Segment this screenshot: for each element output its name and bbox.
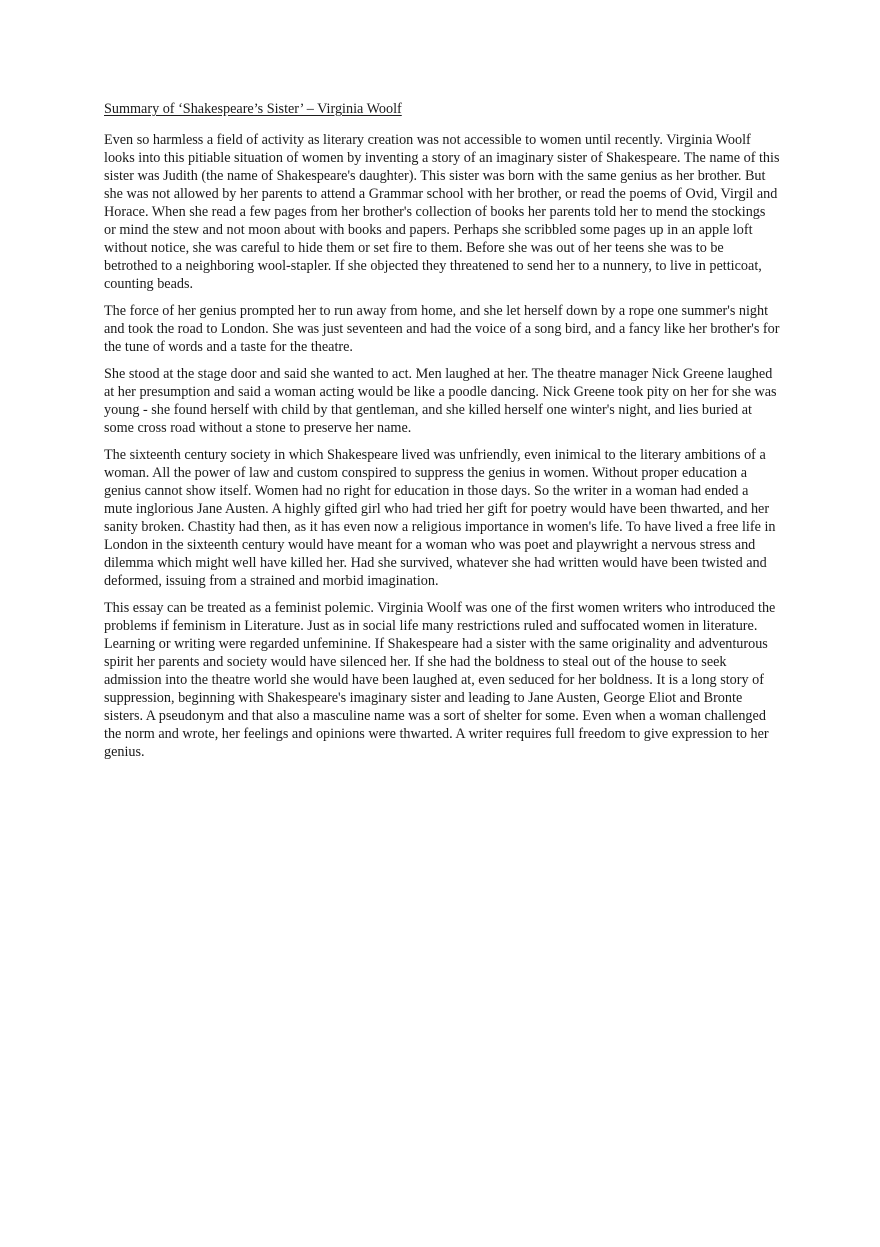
paragraph-1: Even so harmless a field of activity as literary creation was not accessible to women until recently. Virginia Woolf looks into this pitiable situation of women by inventing a story of an imaginary sister of Shakespeare. The name of this sister was Judith (the name of Shakespeare's daughter). This sister was born with the same genius as her brother. But she was not allowed by her parents to attend a Grammar school with her brother, or read the poems of Ovid, Virgil and Horace. When she read a few pages from her brother's collection of books her parents told her to mend the stockings or mind the stew and not moon about with books and papers. Perhaps she scribbled some pages up in an apple loft without notice, she was careful to hide them or set fire to them. Before she was out of her teens she was to be betrothed to a neighboring wool-stapler. If she objected they threatened to send her to a nunnery, to live in petticoat, counting beads.	[104, 132, 780, 292]
paragraph-3: She stood at the stage door and said she wanted to act. Men laughed at her. The theatre manager Nick Greene laughed at her presumption and said a woman acting would be like a poodle dancing. Nick Greene took pity on her for she was young - she found herself with child by that gentleman, and she killed herself one winter's night, and lies buried at some cross road without a stone to preserve her name.	[104, 366, 777, 436]
paragraph-2: The force of her genius prompted her to run away from home, and she let herself down by a rope one summer's night and took the road to London. She was just seventeen and had the voice of a song bird, and a fancy like her brother's for the tune of words and a taste for the theatre.	[104, 303, 780, 355]
document-body	[104, 100, 780, 770]
paragraph-4: The sixteenth century society in which Shakespeare lived was unfriendly, even inimical to the literary ambitions of a woman. All the power of law and custom conspired to suppress the genius in women. Without proper education a genius cannot show itself. Women had no right for education in those days. So the writer in a woman had ended a mute inglorious Jane Austen. A highly gifted girl who had tried her gift for poetry would have been thwarted, and her sanity broken. Chastity had then, as it has even now a religious importance in women's life. To have lived a free life in London in the sixteenth century would have meant for a woman who was poet and playwright a nervous stress and dilemma which might well have killed her. Had she survived, whatever she had written would have been twisted and deformed, issuing from a strained and morbid imagination.	[104, 447, 776, 589]
paragraph-5: This essay can be treated as a feminist polemic. Virginia Woolf was one of the first women writers who introduced the problems if feminism in Literature. Just as in social life many restrictions ruled and suffocated women in literature. Learning or writing were regarded unfeminine. If Shakespeare had a sister with the same originality and adventurous spirit her parents and society would have silenced her. If she had the boldness to steal out of the house to seek admission into the theatre world she would have been laughed at, even seduced for her boldness. It is a long story of suppression, beginning with Shakespeare's imaginary sister and leading to Jane Austen, George Eliot and Bronte sisters. A pseudonym and that also a masculine name was a sort of shelter for some. Even when a woman challenged the norm and wrote, her feelings and opinions were thwarted. A writer requires full freedom to give expression to her genius.	[104, 600, 776, 760]
document-title: Summary of ‘Shakespeare’s Sister’ – Virginia Woolf	[104, 101, 402, 117]
